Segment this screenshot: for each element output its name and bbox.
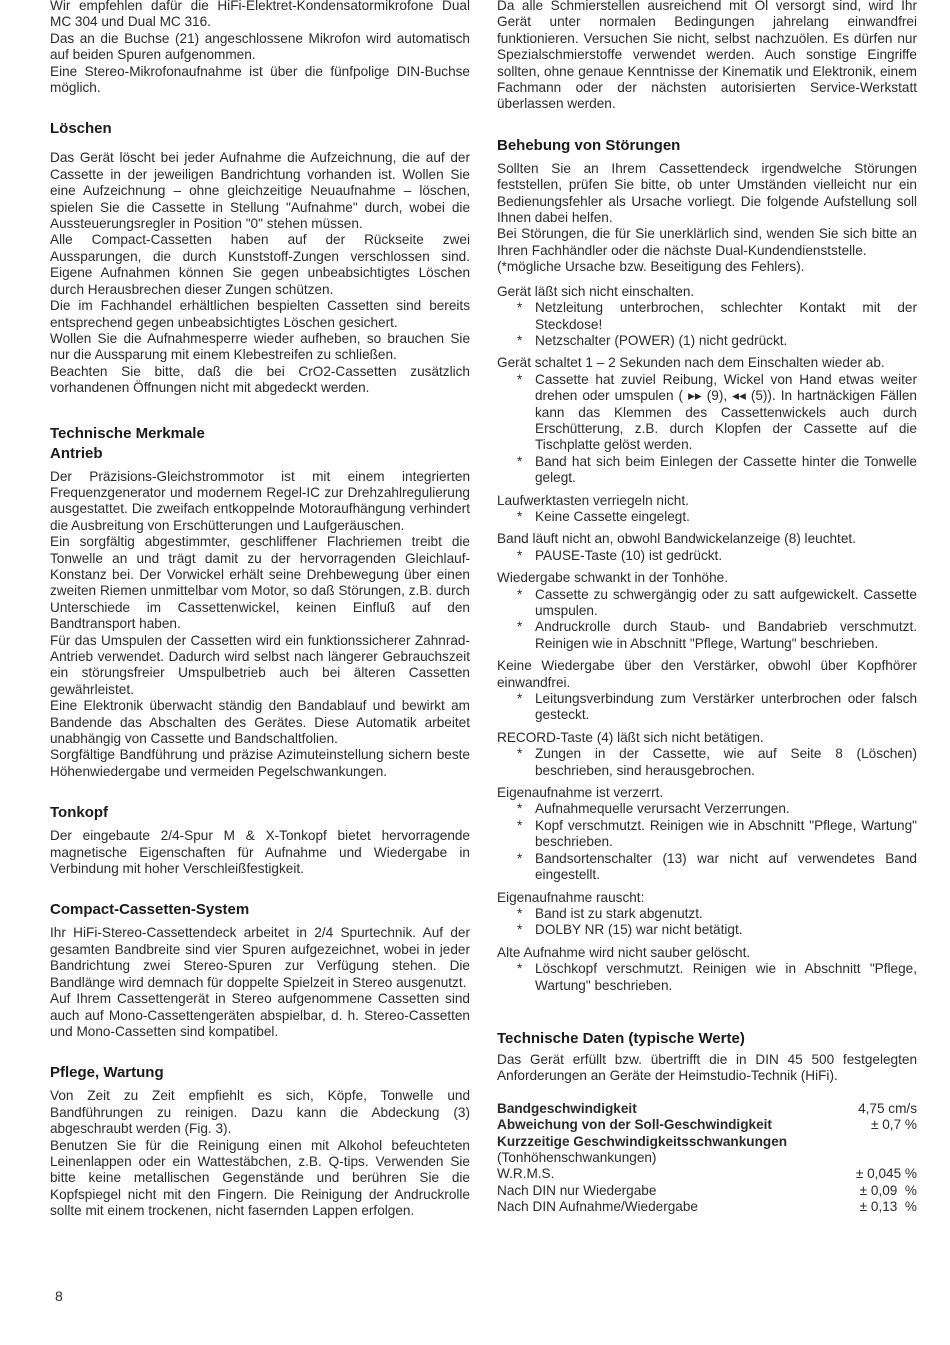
paragraph: (*mögliche Ursache bzw. Beseitigung des Fehlers). [497,259,805,275]
problem-entry [497,785,917,883]
spec-row [497,1101,917,1117]
cause-item: * Band ist zu stark abgenutzt. [517,905,703,921]
section-heading-compact-cassetten: Compact-Cassetten-System [50,901,250,919]
cause-item: * Netzschalter (POWER) (1) nicht gedrückt. [517,332,788,348]
problem-entry [497,890,917,939]
paragraph: Der Präzisions-Gleichstrommotor ist mit einem integrierten Frequenzgenerator und modernem Regel-IC zur Drehzahlregulierung ausgestattet. Die zweifach entkoppelnde Motoraufhängung verhindert die Ausbreitung von Erschütterungen und Laufgeräuschen. [50,468,470,533]
cause-item: * Band hat sich beim Einlegen der Cassette hinter die Tonwelle gelegt. [517,453,917,486]
asterisk-icon: * [517,817,523,833]
cause-item: * Andruckrolle durch Staub- und Bandabrieb verschmutzt. Reinigen wie in Abschnitt "Pflege, Wartung" beschrieben. [517,619,917,651]
problem-entry [497,284,917,350]
cause-item: * PAUSE-Taste (10) ist gedrückt. [517,547,723,563]
paragraph: Das an die Buchse (21) angeschlossene Mikrofon wird automatisch auf beiden Spuren aufgenommen. [50,30,470,63]
paragraph: Ein sorgfältig abgestimmter, geschliffener Flachriemen treibt die Tonwelle an und trägt damit zu der hervorragenden Gleichlauf-Konstanz bei. Der Vorwickel erhält seine Drehbewegung über einen zweiten Riemen unmittelbar vom Motor, so daß Störungen, z.B. durch Unterschiede im Cassettenwickel, keinen Einfluß auf den Bandtransport haben. [50,534,470,632]
paragraph: Wir empfehlen dafür die HiFi-Elektret-Kondensatormikrofone Dual MC 304 und Dual MC 316. [50,0,470,30]
spec-label: Kurzzeitige Geschwindigkeitsschwankungen [497,1133,788,1149]
spec-label: Nach DIN nur Wiedergabe [497,1182,657,1198]
section-heading-stoerungen: Behebung von Störungen [497,136,681,154]
spec-row [497,1183,917,1199]
asterisk-icon: * [517,801,523,817]
spec-row [497,1150,917,1166]
problem-title: Wiedergabe schwankt in der Tonhöhe. [497,570,728,586]
problem-entry [497,493,917,526]
spec-table [497,1101,917,1216]
paragraph: Das Gerät löscht bei jeder Aufnahme die Aufzeichnung, die auf der Cassette in der jeweiligen Bandrichtung vorhanden ist. Wollen Sie eine Aufzeichnung – ohne gleichzeitige Neuaufnahme – löschen, spielen Sie die Cassette in Stellung "Aufnahme" durch, wobei die Aussteuerungsregler in Position "0" stehen müssen. [50,150,470,232]
problem-title: Band läuft nicht an, obwohl Bandwickelanzeige (8) leuchtet. [497,531,856,547]
problem-title: Laufwerktasten verriegeln nicht. [497,492,689,508]
cause-item: * Löschkopf verschmutzt. Reinigen wie in Abschnitt "Pflege, Wartung" beschrieben. [517,961,917,993]
problem-title: Eigenaufnahme rauscht: [497,889,645,905]
right-column [497,0,917,1216]
asterisk-icon: * [517,961,523,977]
problem-title: Alte Aufnahme wird nicht sauber gelöscht. [497,944,751,960]
paragraph: Der eingebaute 2/4-Spur M & X-Tonkopf bietet hervorragende magnetische Eigenschaften für Aufnahme und Wiedergabe in Verbindung mit hoher Verschleißfestigkeit. [50,828,470,877]
cause-item: * Bandsortenschalter (13) war nicht auf verwendetes Band eingestellt. [517,850,917,883]
section-heading-merkmale: Technische Merkmale [50,424,205,442]
paragraph: Auf Ihrem Cassettengerät in Stereo aufgenommene Cassetten sind auch auf Mono-Cassettengeräten abspielbar, d. h. Stereo-Cassetten und Mono-Cassetten sind kompatibel. [50,991,470,1039]
problem-entry [497,945,917,994]
asterisk-icon: * [517,586,523,602]
problem-entry [497,531,917,564]
cause-item: * Keine Cassette eingelegt. [517,508,690,524]
paragraph: Ihr HiFi-Stereo-Cassettendeck arbeitet in 2/4 Spurtechnik. Auf der gesamten Bandbreite sind vier Spuren aufgezeichnet, wobei in jeder Bandrichtung zwei Stereo-Spuren zur Verfügung stehen. Die Bandlänge wird demnach für doppelte Spielzeit in Stereo ausgenutzt. [50,925,470,990]
problem-title: Gerät läßt sich nicht einschalten. [497,283,695,299]
problem-title: Eigenaufnahme ist verzerrt. [497,785,664,801]
spec-row [497,1199,917,1215]
asterisk-icon: * [517,691,523,707]
spec-value: ± 0,13 % [859,1199,917,1215]
paragraph: Alle Compact-Cassetten haben auf der Rückseite zwei Aussparungen, die durch Kunststoff-Zungen verschlossen sind. Eigene Aufnahmen können Sie gegen unbeabsichtigtes Löschen durch Herausbrechen dieser Zungen schützen. [50,232,470,297]
paragraph: Sorgfältige Bandführung und präzise Azimuteinstellung sichern beste Höhenwiedergabe und vermeiden Pegelschwankungen. [50,747,470,779]
paragraph: Sollten Sie an Ihrem Cassettendeck irgendwelche Störungen feststellen, prüfen Sie bitte, ob unter Umständen vielleicht nur ein Bedienungsfehler als Ursache vorliegt. Die folgende Aufstellung soll Ihnen dabei helfen. [497,160,917,226]
left-column [50,0,470,1220]
paragraph: Eine Stereo-Mikrofonaufnahme ist über die fünfpolige DIN-Buchse möglich. [50,63,470,96]
spec-value: ± 0,7 % [871,1117,917,1133]
cause-item: * Kopf verschmutzt. Reinigen wie in Abschnitt "Pflege, Wartung" beschrieben. [517,817,917,850]
asterisk-icon: * [517,850,523,866]
cause-item: * Zungen in der Cassette, wie auf Seite 8 (Löschen) beschrieben, sind herausgebrochen. [517,746,917,778]
section-heading-antrieb: Antrieb [50,444,103,462]
paragraph: Für das Umspulen der Cassetten wird ein funktionssicherer Zahnrad-Antrieb verwendet. Dadurch wird selbst nach längerer Gebrauchszeit ein störungsfreier Umspulbetrieb auch bei älteren Cassetten gewährleistet. [50,632,470,697]
cause-item: * DOLBY NR (15) war nicht betätigt. [517,922,743,938]
problem-title: RECORD-Taste (4) läßt sich nicht betätigen. [497,729,764,745]
cause-item: * Netzleitung unterbrochen, schlechter Kontakt mit der Steckdose! [517,300,917,332]
asterisk-icon: * [517,922,523,938]
paragraph: Bei Störungen, die für Sie unerklärlich sind, wenden Sie sich bitte an Ihren Fachhändler oder die nächste Dual-Kundendienststelle. [497,226,917,258]
cause-item: * Cassette zu schwergängig oder zu satt aufgewickelt. Cassette umspulen. [517,586,917,618]
cause-item: * Aufnahmequelle verursacht Verzerrungen. [517,801,790,817]
troubleshooting-list [497,284,917,994]
asterisk-icon: * [517,508,523,524]
paragraph: Von Zeit zu Zeit empfiehlt es sich, Köpfe, Tonwelle und Bandführungen zu reinigen. Dazu kann die Abdeckung (3) abgeschraubt werden (Fig. 3). [50,1088,470,1137]
paragraph: Das Gerät erfüllt bzw. übertrifft die in DIN 45 500 festgelegten Anforderungen an Geräte der Heimstudio-Technik (HiFi). [497,1051,917,1084]
paragraph: Da alle Schmierstellen ausreichend mit Öl versorgt sind, wird Ihr Gerät unter normalen Bedingungen jahrelang einwandfrei funktionieren. Versuchen Sie nicht, selbst nachzuölen. Es dürfen nur Spezialschmierstoffe verwendet werden. Auch sonstige Eingriffe sollten, ohne genaue Kenntnisse der Kinematik und Elektronik, einem Fachmann oder der nächsten autorisierten Service-Werkstatt überlassen werden. [497,0,917,112]
section-heading-technische-daten: Technische Daten (typische Werte) [497,1029,745,1047]
spec-value: ± 0,09 % [859,1182,917,1198]
spec-value: 4,75 cm/s [858,1100,917,1116]
section-heading-loeschen: Löschen [50,120,112,138]
asterisk-icon: * [517,547,523,563]
section-heading-tonkopf: Tonkopf [50,804,109,822]
problem-title: Gerät schaltet 1 – 2 Sekunden nach dem Einschalten wieder ab. [497,355,885,371]
asterisk-icon: * [517,371,523,387]
problem-entry [497,355,917,486]
spec-row [497,1134,917,1150]
paragraph: Die im Fachhandel erhältlichen bespielten Cassetten sind bereits entsprechend gegen unbeabsichtigtes Löschen gesichert. [50,298,470,330]
asterisk-icon: * [517,332,523,348]
asterisk-icon: * [517,619,523,635]
spec-label: Bandgeschwindigkeit [497,1100,637,1116]
problem-entry [497,570,917,652]
problem-title: Keine Wiedergabe über den Verstärker, obwohl über Kopfhörer einwandfrei. [497,658,917,690]
spec-value: ± 0,045 % [855,1166,917,1182]
cause-item: * Cassette hat zuviel Reibung, Wickel von Hand etwas weiter drehen oder umspulen ( ▸▸ (9), ◂◂ (5)). In hartnäckigen Fällen kann das Klemmen des Cassettenwickels auch durch Erschütterung, z.B. durch Klopfen der Cassette auf die Tischplatte gelöst werden. [517,371,917,453]
spec-label: Abweichung von der Soll-Geschwindigkeit [497,1117,772,1133]
problem-entry [497,730,917,779]
cause-item: * Leitungsverbindung zum Verstärker unterbrochen oder falsch gesteckt. [517,691,917,723]
asterisk-icon: * [517,453,523,469]
spec-row [497,1166,917,1182]
problem-entry [497,658,917,724]
spec-row [497,1117,917,1133]
spec-sublabel: (Tonhöhenschwankungen) [497,1149,657,1165]
section-heading-pflege: Pflege, Wartung [50,1064,164,1082]
paragraph: Benutzen Sie für die Reinigung einen mit Alkohol befeuchteten Leinenlappen oder ein Wattestäbchen, z.B. Q-tips. Verwenden Sie bitte keine metallischen Gegenstände und berühren Sie die Kopfspiegel nicht mit den Fingern. Die Reinigung der Andruckrolle sollte mit einem trockenen, nicht fasernden Lappen erfolgen. [50,1137,470,1219]
asterisk-icon: * [517,300,523,316]
paragraph: Eine Elektronik überwacht ständig den Bandablauf und bewirkt am Bandende das Abschalten des Gerätes. Diese Automatik arbeitet unabhängig von Cassette und Bandschaltfolien. [50,698,470,747]
spec-label: W.R.M.S. [497,1166,555,1182]
paragraph: Beachten Sie bitte, daß die bei CrO2-Cassetten zusätzlich vorhandenen Öffnungen nicht mit abgedeckt werden. [50,363,470,396]
spec-label: Nach DIN Aufnahme/Wiedergabe [497,1199,698,1215]
page-number: 8 [55,1288,63,1304]
paragraph: Wollen Sie die Aufnahmesperre wieder aufheben, so brauchen Sie nur die Aussparung mit einem Klebestreifen zu schließen. [50,330,470,363]
asterisk-icon: * [517,905,523,921]
asterisk-icon: * [517,746,523,762]
